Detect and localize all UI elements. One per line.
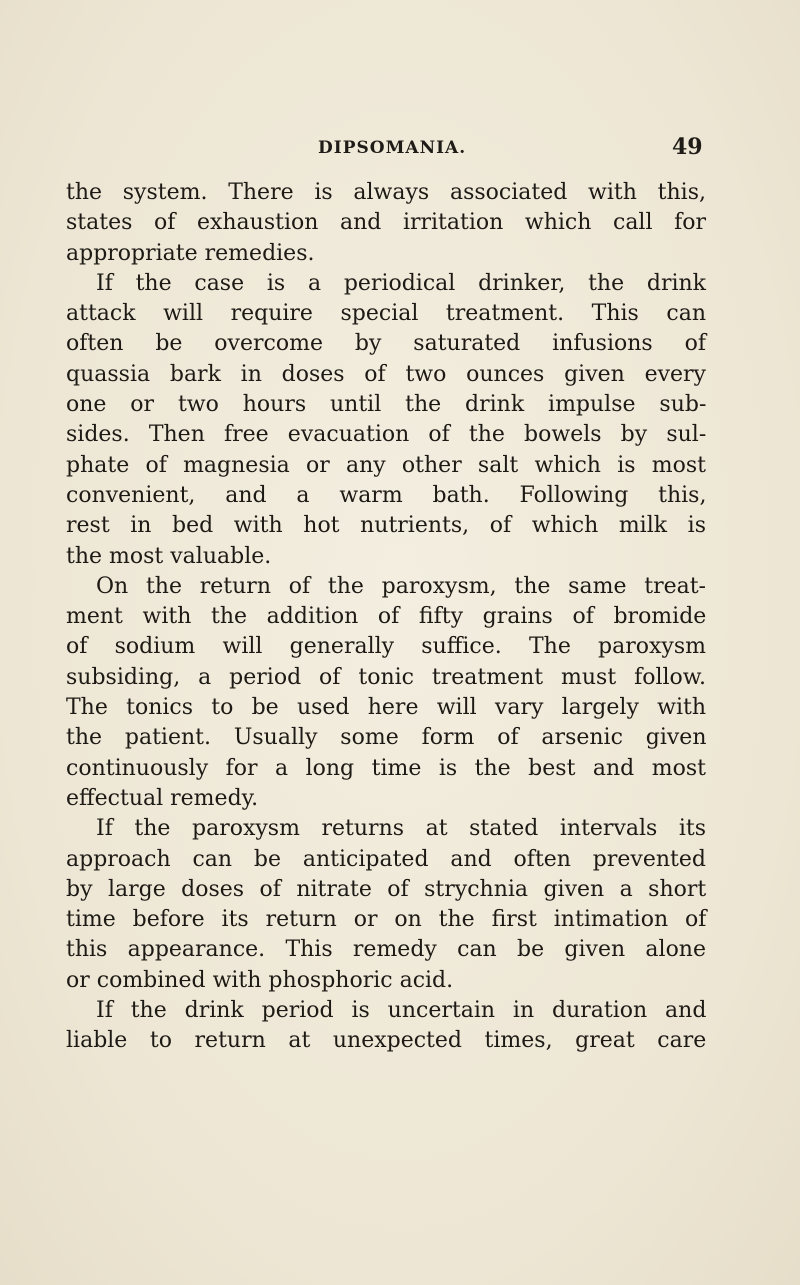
text-line: continuously for a long time is the best and most: [66, 755, 706, 781]
text-line: liable to return at unexpected times, great care: [66, 1028, 707, 1054]
text-line: attack will require special treatment. This can: [66, 301, 706, 327]
text-line: the patient. Usually some form of arsenic given: [66, 725, 707, 751]
text-line: If the case is a periodical drinker, the drink: [96, 270, 706, 296]
text-line: approach can be anticipated and often prevented: [66, 846, 706, 872]
text-line: this appearance. This remedy can be given alone: [66, 937, 707, 963]
text-line: of sodium will generally suffice. The paroxysm: [66, 634, 706, 660]
running-head: [0, 134, 800, 164]
text-line: phate of magnesia or any other salt which is most: [66, 452, 706, 478]
body-text: [66, 178, 706, 1057]
text-line: the system. There is always associated with this,: [66, 180, 706, 205]
page-number: 49: [672, 134, 703, 160]
text-line: the most valuable.: [66, 543, 272, 569]
text-line: one or two hours until the drink impulse sub-: [66, 392, 707, 418]
text-line: On the return of the paroxysm, the same treat-: [96, 573, 706, 599]
text-line: sides. Then free evacuation of the bowels by sul-: [66, 422, 707, 448]
text-line: quassia bark in doses of two ounces given every: [66, 361, 706, 387]
text-line: or combined with phosphoric acid.: [66, 967, 454, 993]
running-title: DIPSOMANIA.: [318, 138, 467, 158]
text-line: effectual remedy.: [66, 785, 259, 811]
text-line: The tonics to be used here will vary largely with: [66, 695, 706, 721]
text-line: by large doses of nitrate of strychnia given a short: [66, 876, 707, 902]
text-line: rest in bed with hot nutrients, of which milk is: [66, 513, 706, 539]
text-line: If the paroxysm returns at stated intervals its: [96, 816, 707, 842]
text-line: appropriate remedies.: [66, 240, 315, 266]
text-line: convenient, and a warm bath. Following this,: [66, 482, 707, 508]
text-line: often be overcome by saturated infusions of: [66, 331, 706, 357]
text-line: time before its return or on the first intimation of: [66, 907, 707, 933]
text-line: ment with the addition of fifty grains of bromide: [66, 604, 707, 630]
text-line: If the drink period is uncertain in duration and: [96, 998, 707, 1024]
text-line: subsiding, a period of tonic treatment must follow.: [66, 664, 706, 690]
text-line: states of exhaustion and irritation which call for: [66, 210, 706, 236]
